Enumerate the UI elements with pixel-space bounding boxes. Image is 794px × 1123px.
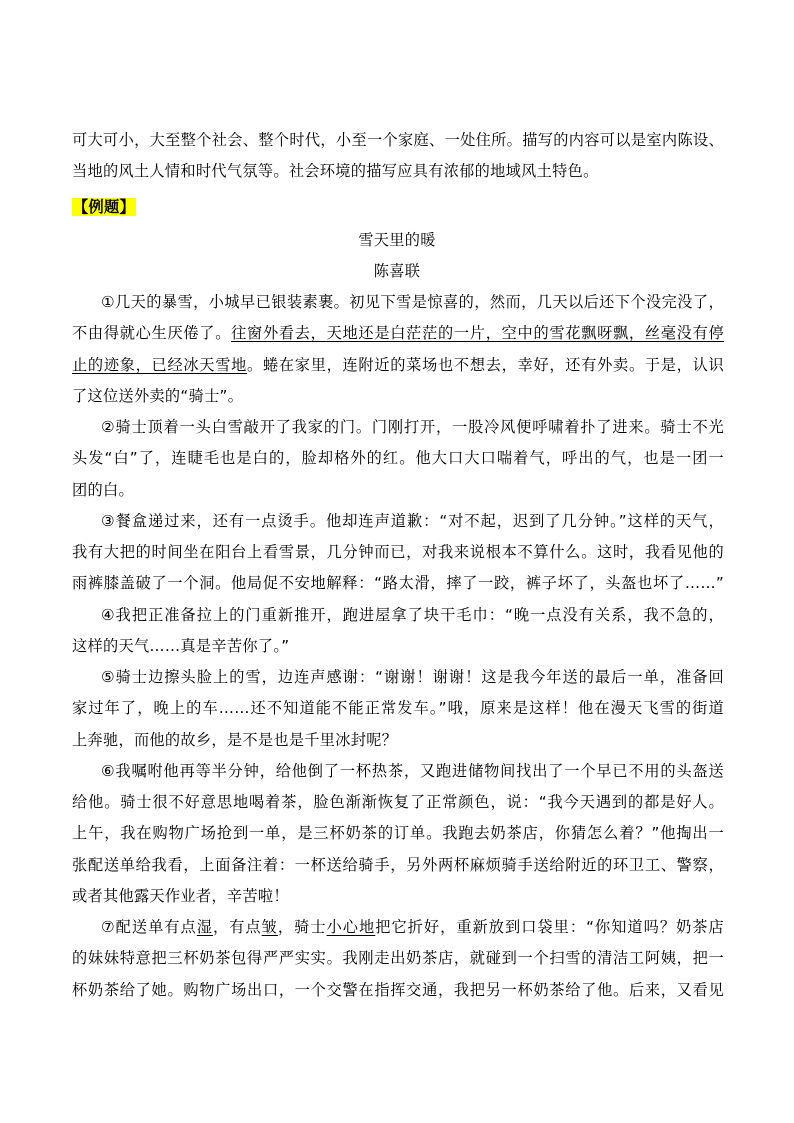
- intro-line-1: 可大可小，大至整个社会、整个时代，小至一个家庭、一处住所。描写的内容可以是室内陈设、: [72, 131, 724, 149]
- p3-line-3: 雨裤膝盖破了一个洞。他局促不安地解释：“路太滑，摔了一跤，裤子坏了，头盔也坏了……”: [72, 574, 724, 592]
- p1-underlined-text: 往窗外看去，天地还是白茫茫的一片，空中的雪花飘呀飘，丝毫没有停: [231, 324, 724, 342]
- p1-line-3: [72, 355, 724, 375]
- p1-text: 。蜷在家里，连附近的菜场也不想去，幸好，还有外卖。于是，认识: [247, 356, 724, 374]
- p6-line-1: ⑥我嘱咐他再等半分钟，给他倒了一杯热茶，又跑进储物间找出了一个早已不用的头盔送: [101, 762, 724, 780]
- p4-line-2: 这样的天气……真是辛苦你了。”: [72, 637, 290, 655]
- p7-line-2: 的妹妹特意把三杯奶茶包得严严实实。我刚走出奶茶店，就碰到一个扫雪的清洁工阿姨，把一: [72, 949, 724, 967]
- p2-line-3: 团的白。: [72, 481, 134, 499]
- p1-underlined-text: 止的迹象，已经冰天雪地: [72, 356, 248, 374]
- p1-line-1: ①几天的暴雪，小城早已银装素裹。初见下雪是惊喜的，然而，几天以后还下个没完没了，: [101, 293, 724, 311]
- p1-line-4: 了这位送外卖的“骑士”。: [72, 387, 244, 405]
- article-author: 陈喜联: [373, 262, 421, 280]
- p1-line-2: [72, 323, 724, 343]
- p6-line-2: 给他。骑士很不好意思地喝着茶，脸色渐渐恢复了正常颜色，说：“我今天遇到的都是好人。: [72, 793, 724, 811]
- p7-text: 把它折好，重新放到口袋里：“你知道吗？奶茶店: [375, 918, 725, 936]
- p7-underlined-word: 皱: [261, 918, 278, 936]
- p7-line-1: [101, 917, 724, 937]
- article-title: 雪天里的暖: [358, 231, 436, 249]
- example-heading: [72, 197, 724, 217]
- p3-line-1: ③餐盒递过来，还有一点烫手。他却连声道歉：“对不起，迟到了几分钟。”这样的天气，: [101, 512, 724, 530]
- p6-line-5: 或者其他露天作业者，辛苦啦！: [72, 887, 289, 905]
- p3-line-2: 我有大把的时间坐在阳台上看雪景，几分钟而已，对我来说根本不算什么。这时，我看见他的: [72, 543, 724, 561]
- p1-text: 不由得就心生厌倦了。: [72, 324, 232, 342]
- p7-underlined-word: 湿: [196, 918, 213, 936]
- example-label: 【例题】: [73, 198, 135, 216]
- p6-line-4: 张配送单给我看，上面备注着：一杯送给骑手，另外两杯麻烦骑手送给附近的环卫工、警察，: [72, 856, 724, 874]
- p2-line-2: 头发“白”了，连睫毛也是白的，脸却格外的红。他大口大口喘着气，呼出的气，也是一团一: [72, 449, 724, 467]
- p7-underlined-word: 小心地: [326, 918, 376, 936]
- p7-text: ，骑士: [277, 918, 327, 936]
- p5-line-1: ⑤骑士边擦头脸上的雪，边连声感谢：“谢谢！谢谢！这是我今年送的最后一单，准备回: [101, 668, 724, 686]
- p5-line-3: 上奔驰，而他的故乡，是不是也是千里冰封呢？: [72, 731, 398, 749]
- p2-line-1: ②骑士顶着一头白雪敲开了我家的门。门刚打开，一股冷风便呼啸着扑了进来。骑士不光: [101, 418, 724, 436]
- p7-line-3: 杯奶茶给了她。购物广场出口，一个交警在指挥交通，我把另一杯奶茶给了他。后来，又看见: [72, 981, 724, 999]
- p4-line-1: ④我把正准备拉上的门重新推开，跑进屋拿了块干毛巾：“晚一点没有关系，我不急的，: [101, 606, 724, 624]
- p7-text: ，有点: [212, 918, 262, 936]
- intro-line-2: 当地的风土人情和时代气氛等。社会环境的描写应具有浓郁的地域风土特色。: [72, 162, 599, 180]
- p5-line-2: 家过年了，晚上的车……还不知道能不能正常发车。”哦，原来是这样！他在漫天飞雪的街道: [72, 699, 724, 717]
- p6-line-3: 上午，我在购物广场抢到一单，是三杯奶茶的订单。我跑去奶茶店，你猜怎么着？”他掏出一: [72, 824, 724, 842]
- p7-text: ⑦配送单有点: [101, 918, 197, 936]
